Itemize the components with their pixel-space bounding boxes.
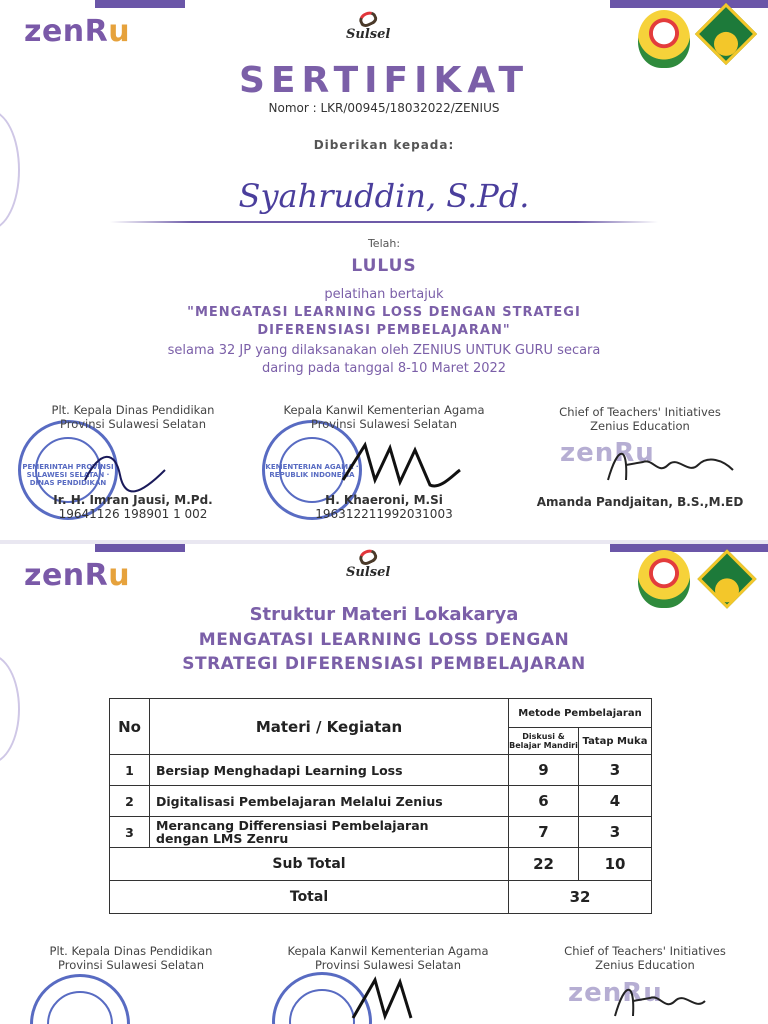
page2-signatory-1: Plt. Kepala Dinas Pendidikan Provinsi Sulawesi Selatan xyxy=(49,944,213,972)
province-stamp: PEMERINTAH PROVINSI SULAWESI SELATAN · DINAS PENDIDIKAN xyxy=(18,420,118,520)
kemenag-emblem-icon xyxy=(697,549,756,608)
kemenag-stamp: KEMENTERIAN AGAMA · REPUBLIK INDONESIA xyxy=(262,420,362,520)
signatory-1: Plt. Kepala Dinas Pendidikan Provinsi Sulawesi Selatan Ir. H. Imran Jausi, M.Pd. 19641126 198901 1 002 xyxy=(51,403,215,521)
page2-signature-2 xyxy=(345,968,465,1024)
table-row: 1 Bersiap Menghadapi Learning Loss 9 3 xyxy=(110,755,652,786)
col-header-materi: Materi / Kegiatan xyxy=(150,699,509,755)
status-label: LULUS xyxy=(351,256,417,276)
province-emblem-icon xyxy=(638,550,690,608)
page2-signatory-3: Chief of Teachers' Initiatives Zenius Education xyxy=(564,944,726,972)
signatory-2: Kepala Kanwil Kementerian Agama Provinsi Sulawesi Selatan H. Khaeroni, M.Si 196312211992031003 xyxy=(283,403,485,521)
total-row: Total 32 xyxy=(110,881,652,914)
page2-signatory-2: Kepala Kanwil Kementerian Agama Provinsi Sulawesi Selatan xyxy=(287,944,489,972)
sulsel-logo: Sulsel xyxy=(346,550,390,580)
subtotal-row: Sub Total 22 10 xyxy=(110,848,652,881)
signatory-3: Chief of Teachers' Initiatives Zenius Education Amanda Pandjaitan, B.S.,M.ED xyxy=(536,405,744,509)
kemenag-emblem-icon xyxy=(695,3,757,65)
structure-title: Struktur Materi Lokakarya xyxy=(249,604,519,625)
training-intro: pelatihan bertajuk xyxy=(324,287,444,302)
telah-label: Telah: xyxy=(367,237,401,250)
zenru-logo: zenRu xyxy=(24,558,131,593)
training-title: "MENGATASI LEARNING LOSS DENGAN STRATEGI DIFERENSIASI PEMBELAJARAN" xyxy=(187,305,581,338)
page2-signature-3 xyxy=(605,976,745,1024)
training-description: selama 32 JP yang dilaksanakan oleh ZENIUS UNTUK GURU secara daring pada tanggal 8-10 Maret 2022 xyxy=(167,343,601,376)
top-accent-stripe-right xyxy=(610,544,768,552)
given-to-label: Diberikan kepada: xyxy=(313,138,455,152)
top-accent-stripe-left xyxy=(95,0,185,8)
recipient-name: Syahruddin, S.Pd. xyxy=(238,177,530,215)
sulsel-logo: Sulsel xyxy=(346,12,390,42)
col-header-metode: Metode Pembelajaran xyxy=(509,699,652,728)
page2-zenius-watermark: zenRu xyxy=(568,978,663,1008)
top-accent-stripe-right xyxy=(610,0,768,8)
zenru-logo: zenRu xyxy=(24,14,131,49)
table-row: 2 Digitalisasi Pembelajaran Melalui Zenius 6 4 xyxy=(110,786,652,817)
certificate-number: Nomor : LKR/00945/18032022/ZENIUS xyxy=(268,101,500,115)
structure-subtitle: MENGATASI LEARNING LOSS DENGAN STRATEGI DIFERENSIASI PEMBELAJARAN xyxy=(182,630,586,674)
materials-table xyxy=(109,698,652,914)
zenius-watermark: zenRu xyxy=(560,438,655,468)
name-underline xyxy=(110,221,658,223)
table-row: 3 Merancang Differensiasi Pembelajaran dengan LMS Zenru 7 3 xyxy=(110,817,652,848)
top-accent-stripe-left xyxy=(95,544,185,552)
col-header-tatap: Tatap Muka xyxy=(579,728,652,755)
certificate-title: SERTIFIKAT xyxy=(238,60,530,101)
col-header-diskusi: Diskusi & Belajar Mandiri xyxy=(509,728,579,755)
col-header-no: No xyxy=(110,699,150,755)
